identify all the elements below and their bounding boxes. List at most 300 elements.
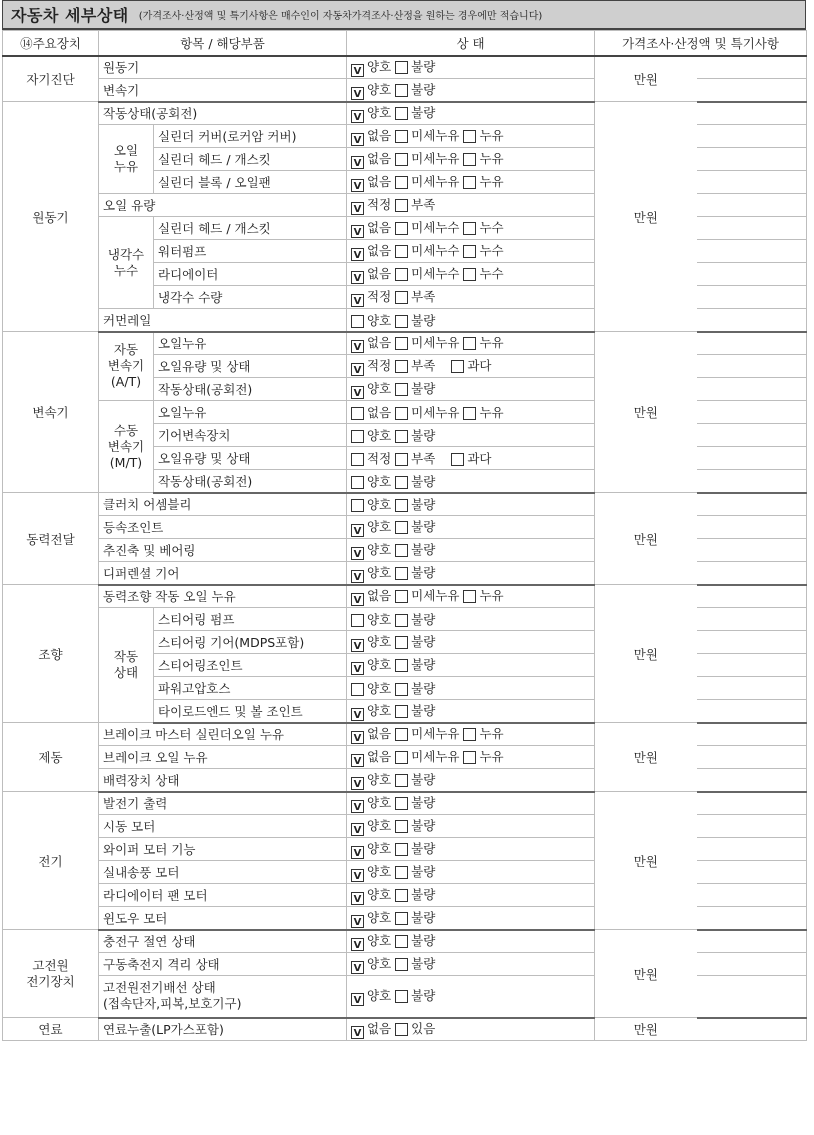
checked-checkbox[interactable]: V [351, 777, 364, 790]
status-cell [347, 447, 595, 470]
empty-checkbox[interactable] [463, 245, 476, 258]
status-option[interactable] [351, 586, 391, 606]
note-cell[interactable] [697, 516, 807, 539]
empty-checkbox[interactable] [451, 453, 464, 466]
checked-checkbox[interactable]: V [351, 754, 364, 767]
checked-checkbox[interactable]: V [351, 271, 364, 284]
checked-checkbox[interactable]: V [351, 524, 364, 537]
status-option-label: 불량 [411, 612, 436, 627]
status-option[interactable] [395, 747, 459, 765]
item-label: 기어변속장치 [154, 424, 347, 447]
status-option[interactable] [395, 610, 435, 628]
status-option-label: 없음 [367, 174, 392, 189]
checked-checkbox[interactable]: V [351, 869, 364, 882]
empty-checkbox[interactable] [351, 476, 364, 489]
checked-checkbox[interactable]: V [351, 110, 364, 123]
empty-checkbox[interactable] [463, 153, 476, 166]
checked-checkbox[interactable]: V [351, 225, 364, 238]
note-cell[interactable] [697, 654, 807, 677]
status-option[interactable] [395, 839, 435, 857]
status-option[interactable] [395, 311, 435, 329]
status-option[interactable] [395, 80, 435, 98]
subgroup-oil-leak: 오일 누유 [99, 125, 154, 194]
empty-checkbox[interactable] [395, 84, 408, 97]
status-option[interactable] [351, 172, 391, 192]
empty-checkbox[interactable] [395, 199, 408, 212]
note-cell[interactable] [697, 79, 807, 102]
status-option[interactable] [463, 747, 503, 765]
status-option[interactable] [395, 862, 435, 880]
status-cell [347, 424, 595, 447]
status-option[interactable] [351, 986, 391, 1006]
note-cell[interactable] [697, 723, 807, 746]
empty-checkbox[interactable] [395, 866, 408, 879]
checked-checkbox[interactable]: V [351, 547, 364, 560]
status-option[interactable] [395, 403, 459, 421]
status-option[interactable] [463, 724, 503, 742]
status-option[interactable] [395, 356, 435, 374]
status-option-label: 과다 [467, 358, 492, 373]
checked-checkbox[interactable]: V [351, 294, 364, 307]
empty-checkbox[interactable] [463, 268, 476, 281]
empty-checkbox[interactable] [451, 360, 464, 373]
status-option[interactable] [351, 679, 391, 697]
status-cell [347, 562, 595, 585]
status-option-label: 부족 [411, 451, 436, 466]
status-option-label: 불량 [411, 105, 436, 121]
empty-checkbox[interactable] [463, 222, 476, 235]
empty-checkbox[interactable] [395, 407, 408, 420]
checked-checkbox[interactable]: V [351, 179, 364, 192]
status-option[interactable] [395, 679, 435, 697]
empty-checkbox[interactable] [395, 315, 408, 328]
status-option-label: 불량 [411, 634, 436, 649]
item-label: 실린더 커버(로커암 커버) [154, 125, 347, 148]
empty-checkbox[interactable] [395, 990, 408, 1003]
status-option-label: 양호 [367, 818, 392, 833]
status-option-label: 없음 [367, 128, 392, 143]
note-cell[interactable] [697, 447, 807, 470]
item-label: 작동상태(공회전) [99, 102, 347, 125]
status-option[interactable] [395, 149, 459, 167]
empty-checkbox[interactable] [395, 683, 408, 696]
empty-checkbox[interactable] [351, 430, 364, 443]
status-cell [347, 194, 595, 217]
status-option-label: 없음 [367, 1021, 392, 1037]
note-cell[interactable] [697, 171, 807, 194]
status-option[interactable] [395, 287, 435, 305]
status-option[interactable] [351, 149, 391, 169]
status-option-label: 불량 [411, 795, 436, 811]
status-option[interactable] [395, 563, 435, 581]
note-cell[interactable] [697, 286, 807, 309]
status-option[interactable] [395, 632, 435, 650]
item-label: 오일누유 [154, 332, 347, 355]
note-cell[interactable] [697, 953, 807, 976]
empty-checkbox[interactable] [395, 476, 408, 489]
status-option[interactable] [395, 793, 435, 811]
item-label: 등속조인트 [99, 516, 347, 539]
status-option[interactable] [351, 517, 391, 537]
status-option-label: 미세누수 [411, 220, 460, 235]
note-cell[interactable] [697, 539, 807, 562]
status-cell [347, 240, 595, 263]
empty-checkbox[interactable] [395, 774, 408, 787]
status-option[interactable] [463, 241, 503, 259]
note-cell[interactable] [697, 217, 807, 240]
status-option-label: 누유 [479, 174, 504, 189]
status-option[interactable] [351, 908, 391, 928]
item-label: 실린더 헤드 / 개스킷 [154, 217, 347, 240]
status-cell [347, 378, 595, 401]
status-option-label: 누유 [479, 335, 504, 351]
group-steering: 조향 [3, 585, 99, 723]
note-cell[interactable] [697, 332, 807, 355]
status-option[interactable] [395, 218, 459, 236]
checked-checkbox[interactable]: V [351, 156, 364, 169]
note-cell[interactable] [697, 355, 807, 378]
empty-checkbox[interactable] [463, 176, 476, 189]
status-option[interactable] [395, 816, 435, 834]
checked-checkbox[interactable]: V [351, 993, 364, 1006]
note-cell[interactable] [697, 861, 807, 884]
note-cell[interactable] [697, 194, 807, 217]
empty-checkbox[interactable] [395, 751, 408, 764]
note-cell[interactable] [697, 884, 807, 907]
checked-checkbox[interactable]: V [351, 340, 364, 353]
checked-checkbox[interactable]: V [351, 1026, 364, 1039]
note-cell[interactable] [697, 700, 807, 723]
status-option-label: 누유 [479, 128, 504, 143]
empty-checkbox[interactable] [395, 912, 408, 925]
form-title: 자동차 세부상태 [11, 6, 129, 25]
note-cell[interactable] [697, 1018, 807, 1041]
status-option[interactable] [351, 1019, 391, 1039]
status-option-label: 없음 [367, 749, 392, 764]
status-option[interactable] [351, 103, 391, 123]
empty-checkbox[interactable] [395, 61, 408, 74]
status-option[interactable] [351, 126, 391, 146]
group-fuel: 연료 [3, 1018, 99, 1041]
checked-checkbox[interactable]: V [351, 386, 364, 399]
status-option-label: 양호 [367, 519, 392, 534]
note-cell[interactable] [697, 677, 807, 700]
status-option[interactable] [351, 80, 391, 100]
status-option[interactable] [395, 724, 459, 742]
checked-checkbox[interactable]: V [351, 248, 364, 261]
empty-checkbox[interactable] [395, 935, 408, 948]
empty-checkbox[interactable] [463, 130, 476, 143]
item-label: 파워고압호스 [154, 677, 347, 700]
status-option[interactable] [463, 126, 503, 144]
status-option[interactable] [351, 816, 391, 836]
status-option[interactable] [351, 403, 391, 421]
status-option-label: 불량 [411, 657, 436, 672]
empty-checkbox[interactable] [395, 337, 408, 350]
empty-checkbox[interactable] [395, 797, 408, 810]
checked-checkbox[interactable]: V [351, 846, 364, 859]
status-option[interactable] [351, 472, 391, 490]
empty-checkbox[interactable] [395, 360, 408, 373]
status-option[interactable] [395, 172, 459, 190]
empty-checkbox[interactable] [395, 843, 408, 856]
status-option[interactable] [463, 149, 503, 167]
item-label: 라디에이터 팬 모터 [99, 884, 347, 907]
checked-checkbox[interactable]: V [351, 64, 364, 77]
status-option[interactable] [395, 449, 435, 467]
empty-checkbox[interactable] [463, 590, 476, 603]
note-cell[interactable] [697, 838, 807, 861]
empty-checkbox[interactable] [395, 636, 408, 649]
group-transmission: 변속기 [3, 332, 99, 493]
status-option[interactable] [351, 770, 391, 790]
status-option[interactable] [451, 356, 491, 374]
status-option[interactable] [351, 931, 391, 951]
empty-checkbox[interactable] [395, 544, 408, 557]
status-option[interactable] [395, 540, 435, 558]
empty-checkbox[interactable] [395, 1023, 408, 1036]
note-cell[interactable] [697, 930, 807, 953]
note-cell[interactable] [697, 792, 807, 815]
checked-checkbox[interactable]: V [351, 639, 364, 652]
status-option[interactable] [395, 333, 459, 351]
empty-checkbox[interactable] [395, 130, 408, 143]
note-cell[interactable] [697, 378, 807, 401]
status-option[interactable] [463, 264, 503, 282]
status-option[interactable] [351, 954, 391, 974]
checked-checkbox[interactable]: V [351, 133, 364, 146]
item-label: 연료누출(LP가스포함) [99, 1018, 347, 1041]
checked-checkbox[interactable]: V [351, 202, 364, 215]
empty-checkbox[interactable] [395, 728, 408, 741]
status-option[interactable] [395, 426, 435, 444]
note-cell[interactable] [697, 309, 807, 332]
form-title-note: (가격조사·산정액 및 특기사항은 매수인이 자동차가격조사·산정을 원하는 경우에만 적습니다) [138, 11, 543, 22]
status-option[interactable] [351, 426, 391, 444]
status-option[interactable] [351, 379, 391, 399]
empty-checkbox[interactable] [463, 751, 476, 764]
status-option-label: 미세누수 [411, 243, 460, 258]
checked-checkbox[interactable]: V [351, 961, 364, 974]
checked-checkbox[interactable]: V [351, 892, 364, 905]
status-option[interactable] [395, 986, 435, 1004]
empty-checkbox[interactable] [395, 453, 408, 466]
status-option[interactable] [395, 1019, 435, 1037]
status-option[interactable] [351, 311, 391, 329]
status-option[interactable] [351, 218, 391, 238]
note-cell[interactable] [697, 746, 807, 769]
empty-checkbox[interactable] [463, 728, 476, 741]
note-cell[interactable] [697, 815, 807, 838]
empty-checkbox[interactable] [395, 176, 408, 189]
empty-checkbox[interactable] [395, 567, 408, 580]
status-option-label: 양호 [367, 59, 392, 75]
status-option[interactable] [351, 885, 391, 905]
empty-checkbox[interactable] [395, 383, 408, 396]
status-cell [347, 516, 595, 539]
status-option-label: 부족 [411, 289, 436, 304]
checked-checkbox[interactable]: V [351, 363, 364, 376]
note-cell[interactable] [697, 424, 807, 447]
status-option[interactable] [351, 563, 391, 583]
status-option[interactable] [351, 333, 391, 353]
status-cell [347, 884, 595, 907]
empty-checkbox[interactable] [395, 590, 408, 603]
status-option[interactable] [395, 885, 435, 903]
status-option[interactable] [351, 701, 391, 721]
note-cell[interactable] [697, 56, 807, 79]
status-option[interactable] [395, 954, 435, 972]
status-option[interactable] [351, 540, 391, 560]
status-option[interactable] [351, 449, 391, 467]
empty-checkbox[interactable] [463, 337, 476, 350]
status-option[interactable] [463, 586, 503, 604]
note-cell[interactable] [697, 976, 807, 1018]
empty-checkbox[interactable] [395, 521, 408, 534]
status-option-label: 양호 [367, 105, 392, 121]
status-option[interactable] [351, 356, 391, 376]
note-cell[interactable] [697, 470, 807, 493]
empty-checkbox[interactable] [351, 407, 364, 420]
status-option[interactable] [395, 770, 435, 788]
status-option[interactable] [395, 931, 435, 949]
note-cell[interactable] [697, 263, 807, 286]
checked-checkbox[interactable]: V [351, 593, 364, 606]
status-option-label: 양호 [367, 771, 392, 787]
empty-checkbox[interactable] [395, 499, 408, 512]
status-option-label: 있음 [411, 1021, 436, 1037]
note-cell[interactable] [697, 608, 807, 631]
empty-checkbox[interactable] [463, 407, 476, 420]
note-cell[interactable] [697, 493, 807, 516]
note-cell[interactable] [697, 125, 807, 148]
status-option[interactable] [351, 287, 391, 307]
empty-checkbox[interactable] [395, 245, 408, 258]
status-option[interactable] [351, 57, 391, 77]
status-option-label: 불량 [411, 519, 436, 534]
status-option[interactable] [351, 839, 391, 859]
note-cell[interactable] [697, 585, 807, 608]
checked-checkbox[interactable]: V [351, 938, 364, 951]
status-option-label: 양호 [367, 956, 392, 971]
empty-checkbox[interactable] [351, 683, 364, 696]
status-option[interactable] [463, 333, 503, 351]
checked-checkbox[interactable]: V [351, 800, 364, 813]
status-option-label: 양호 [367, 634, 392, 649]
checked-checkbox[interactable]: V [351, 662, 364, 675]
status-option-label: 양호 [367, 933, 392, 949]
empty-checkbox[interactable] [351, 499, 364, 512]
empty-checkbox[interactable] [395, 430, 408, 443]
status-option[interactable] [395, 472, 435, 490]
empty-checkbox[interactable] [395, 291, 408, 304]
status-option[interactable] [395, 379, 435, 397]
status-option-label: 누유 [479, 405, 504, 420]
empty-checkbox[interactable] [395, 107, 408, 120]
empty-checkbox[interactable] [395, 222, 408, 235]
status-option[interactable] [351, 195, 391, 215]
empty-checkbox[interactable] [351, 614, 364, 627]
status-option[interactable] [351, 655, 391, 675]
note-cell[interactable] [697, 907, 807, 930]
status-cell [347, 953, 595, 976]
status-option[interactable] [395, 195, 435, 213]
status-option[interactable] [351, 793, 391, 813]
note-cell[interactable] [697, 240, 807, 263]
status-option-label: 불량 [411, 988, 436, 1004]
checked-checkbox[interactable]: V [351, 708, 364, 721]
empty-checkbox[interactable] [351, 315, 364, 328]
empty-checkbox[interactable] [395, 958, 408, 971]
item-label: 실내송풍 모터 [99, 861, 347, 884]
status-cell [347, 930, 595, 953]
status-option[interactable] [463, 172, 503, 190]
status-option[interactable] [395, 126, 459, 144]
status-option-label: 누수 [479, 243, 504, 258]
status-option[interactable] [395, 586, 459, 604]
status-option-label: 양호 [367, 542, 392, 557]
status-option[interactable] [351, 724, 391, 744]
checked-checkbox[interactable]: V [351, 570, 364, 583]
status-option[interactable] [395, 655, 435, 673]
status-cell [347, 309, 595, 332]
status-option[interactable] [451, 449, 491, 467]
status-option[interactable] [395, 264, 459, 282]
note-cell[interactable] [697, 562, 807, 585]
checked-checkbox[interactable]: V [351, 87, 364, 100]
status-option[interactable] [395, 495, 435, 513]
empty-checkbox[interactable] [395, 820, 408, 833]
empty-checkbox[interactable] [351, 453, 364, 466]
status-option[interactable] [395, 57, 435, 75]
status-option[interactable] [351, 241, 391, 261]
status-option-label: 불량 [411, 887, 436, 902]
status-option[interactable] [351, 747, 391, 767]
note-cell[interactable] [697, 631, 807, 654]
empty-checkbox[interactable] [395, 268, 408, 281]
item-label: 윈도우 모터 [99, 907, 347, 930]
empty-checkbox[interactable] [395, 889, 408, 902]
empty-checkbox[interactable] [395, 153, 408, 166]
status-option-label: 양호 [367, 312, 392, 328]
status-option[interactable] [351, 632, 391, 652]
status-option[interactable] [395, 701, 435, 719]
status-option[interactable] [395, 908, 435, 926]
note-cell[interactable] [697, 401, 807, 424]
checked-checkbox[interactable]: V [351, 731, 364, 744]
status-option[interactable] [351, 495, 391, 513]
note-cell[interactable] [697, 148, 807, 171]
empty-checkbox[interactable] [395, 614, 408, 627]
status-option-label: 양호 [367, 564, 392, 580]
status-option[interactable] [351, 862, 391, 882]
checked-checkbox[interactable]: V [351, 915, 364, 928]
status-option[interactable] [463, 218, 503, 236]
status-option[interactable] [463, 403, 503, 421]
empty-checkbox[interactable] [395, 659, 408, 672]
empty-checkbox[interactable] [395, 705, 408, 718]
checked-checkbox[interactable]: V [351, 823, 364, 836]
status-option[interactable] [395, 103, 435, 121]
status-option-label: 불량 [411, 497, 436, 513]
note-cell[interactable] [697, 769, 807, 792]
status-option[interactable] [351, 610, 391, 628]
note-cell[interactable] [697, 102, 807, 125]
status-option[interactable] [395, 241, 459, 259]
status-option[interactable] [351, 264, 391, 284]
status-cell [347, 286, 595, 309]
status-option[interactable] [395, 517, 435, 535]
